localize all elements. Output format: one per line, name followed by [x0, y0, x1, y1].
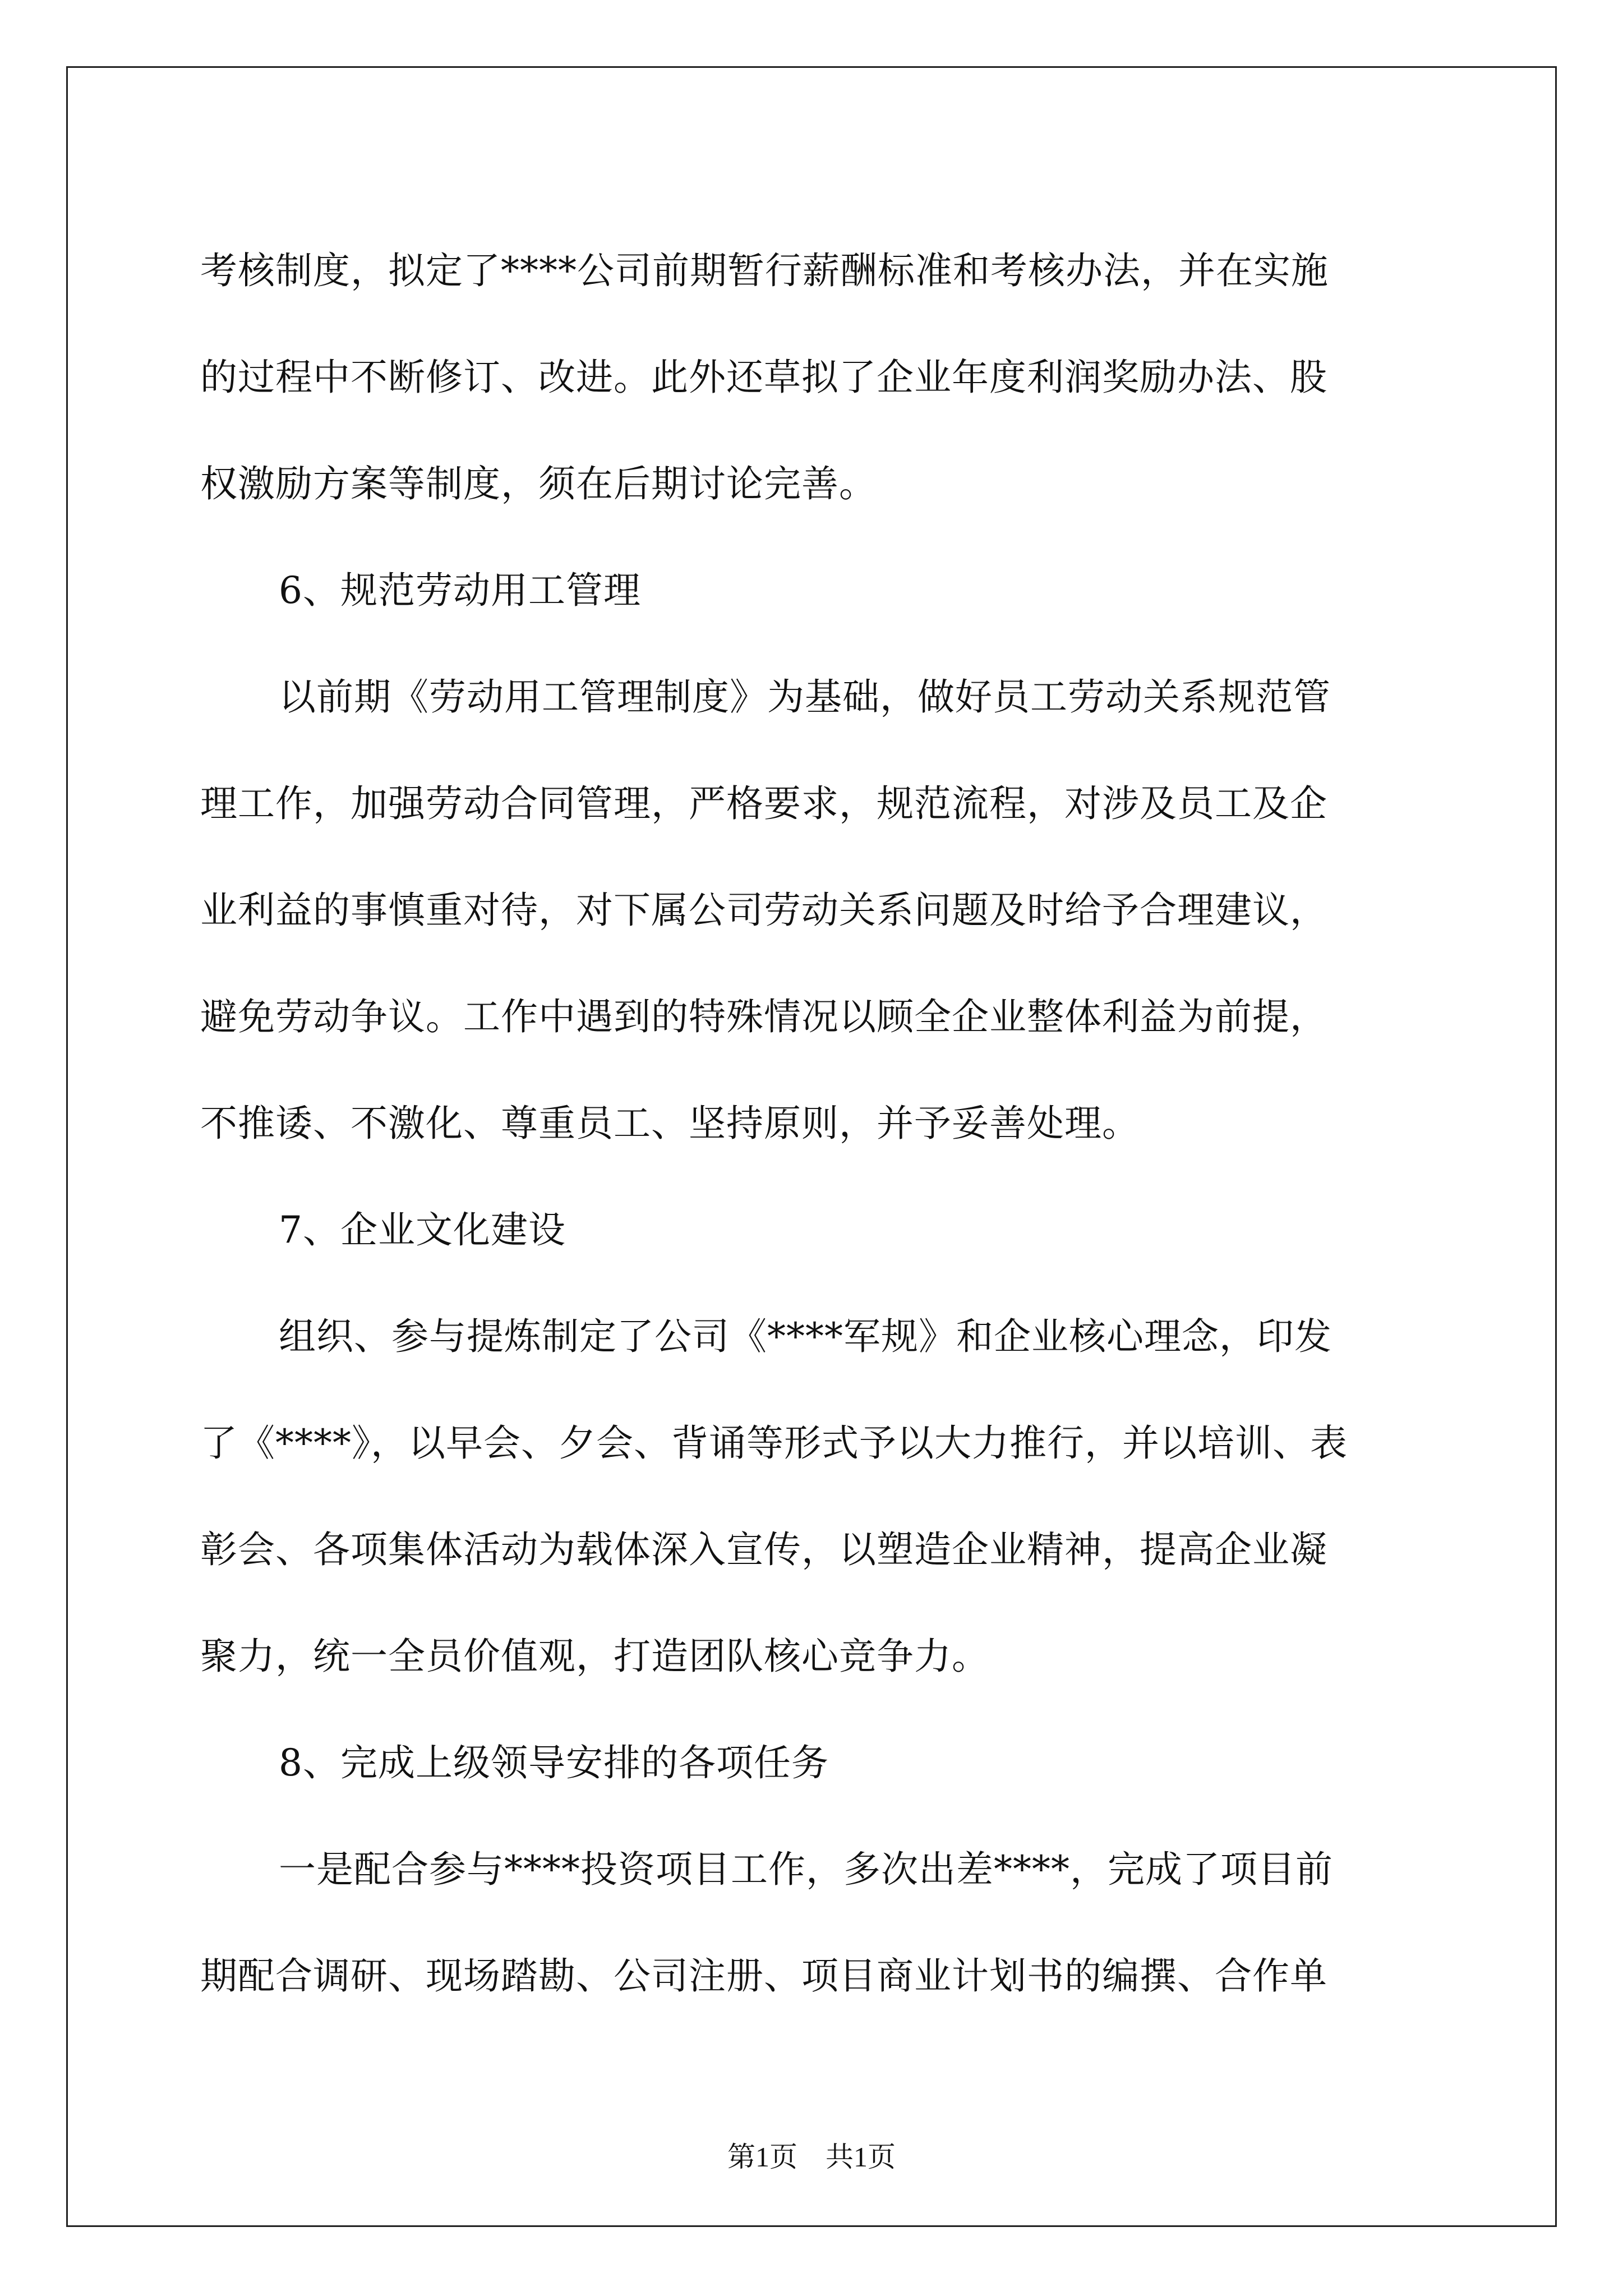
- paragraph-labor-management: [200, 644, 1417, 1177]
- text-line: 权激励方案等制度，须在后期讨论完善。: [200, 462, 877, 505]
- paragraph-salary-assessment: [200, 218, 1417, 537]
- text-line: 的过程中不断修订、改进。此外还草拟了企业年度利润奖励办法、股: [200, 356, 1327, 399]
- text-line: 聚力，统一全员价值观，打造团队核心竞争力。: [200, 1635, 989, 1678]
- page-number-label: 第1页 共1页: [727, 2141, 896, 2173]
- paragraph-leadership-tasks: [200, 1816, 1417, 2030]
- text-line: 理工作，加强劳动合同管理，严格要求，规范流程，对涉及员工及企: [200, 782, 1327, 825]
- text-line: 了《****》，以早会、夕会、背诵等形式予以大力推行，并以培训、表: [200, 1421, 1348, 1465]
- section-heading-6: [200, 537, 1417, 644]
- text-line: 组织、参与提炼制定了公司《****军规》和企业核心理念，印发: [279, 1315, 1332, 1358]
- text-line: 彰会、各项集体活动为载体深入宣传，以塑造企业精神，提高企业凝: [200, 1528, 1327, 1571]
- text-line: 以前期《劳动用工管理制度》为基础，做好员工劳动关系规范管: [279, 675, 1331, 719]
- text-line: 一是配合参与****投资项目工作，多次出差****，完成了项目前: [279, 1848, 1333, 1891]
- text-line: 期配合调研、现场踏勘、公司注册、项目商业计划书的编撰、合作单: [200, 1954, 1327, 1998]
- heading-text: 7、企业文化建设: [279, 1208, 566, 1251]
- section-heading-7: [200, 1177, 1417, 1283]
- heading-text: 6、规范劳动用工管理: [279, 569, 641, 612]
- text-line: 考核制度，拟定了****公司前期暂行薪酬标准和考核办法，并在实施: [200, 249, 1329, 292]
- paragraph-corporate-culture: [200, 1283, 1417, 1710]
- heading-text: 8、完成上级领导安排的各项任务: [279, 1741, 829, 1784]
- document-body: [200, 218, 1417, 2030]
- text-line: 业利益的事慎重对待，对下属公司劳动关系问题及时给予合理建议，: [200, 889, 1327, 932]
- section-heading-8: [200, 1710, 1417, 1816]
- text-line: 避免劳动争议。工作中遇到的特殊情况以顾全企业整体利益为前提，: [200, 995, 1327, 1038]
- page-footer: [0, 2134, 1623, 2175]
- text-line: 不推诿、不激化、尊重员工、坚持原则，并予妥善处理。: [200, 1102, 1140, 1145]
